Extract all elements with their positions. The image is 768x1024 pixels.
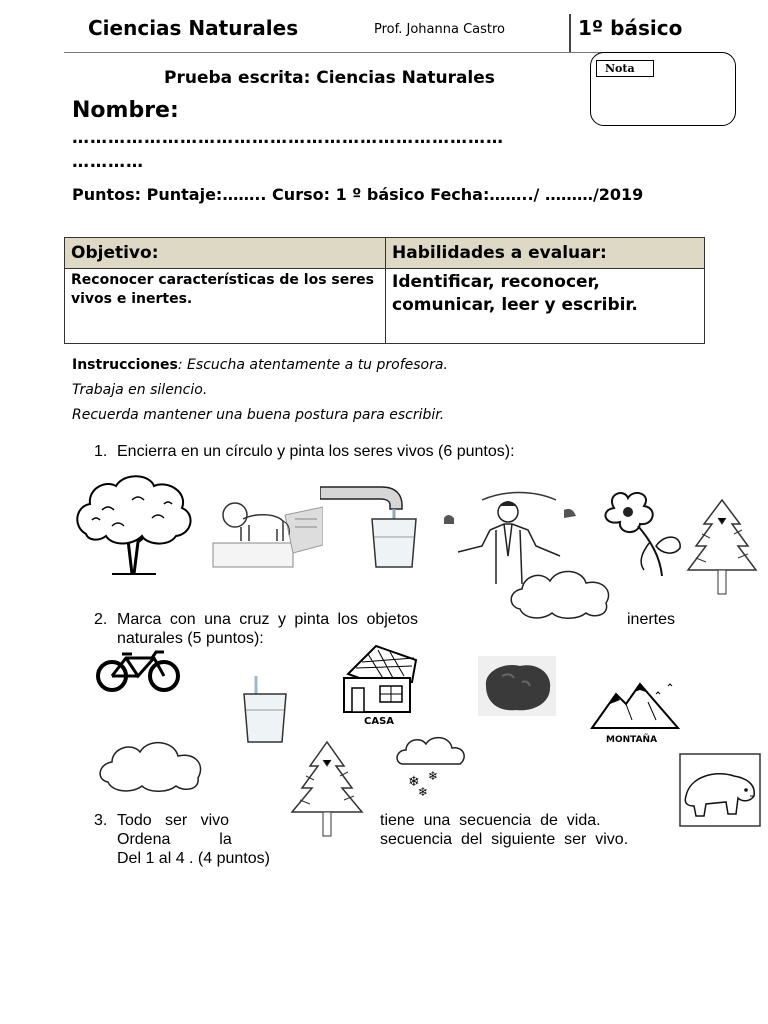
question-3-line3: Del 1 al 4 . (4 puntos) xyxy=(117,850,270,867)
question-3-line2-a: Ordena la xyxy=(117,831,232,848)
header-divider xyxy=(569,14,571,52)
cloud-icon[interactable] xyxy=(96,736,208,796)
snowflake-icon: ❄ xyxy=(408,774,420,790)
flower-icon[interactable] xyxy=(594,486,686,578)
question-3-number: 3. xyxy=(94,812,108,829)
name-label: Nombre: xyxy=(72,98,179,123)
question-2-text-a: Marca con una cruz y pinta los objetos xyxy=(117,611,419,628)
instructions-text1: : Escucha atentamente a tu profesora. xyxy=(177,357,448,373)
bear-icon[interactable] xyxy=(676,752,762,828)
question-2-text-c: naturales (5 puntos): xyxy=(117,630,264,647)
question-2-text-b: inertes xyxy=(627,611,676,628)
water-glass-icon[interactable] xyxy=(240,676,290,744)
instructions-line3: Recuerda mantener una buena postura para escribir. xyxy=(72,407,445,423)
snowflake-icon: ❄ xyxy=(418,785,429,798)
faucet-icon[interactable] xyxy=(320,483,432,571)
lion-icon[interactable] xyxy=(205,493,323,573)
instructions-label: Instrucciones xyxy=(72,357,178,373)
mountain-icon[interactable] xyxy=(590,680,682,746)
tree-icon[interactable] xyxy=(72,470,196,578)
house-label: CASA xyxy=(364,716,395,727)
objective-cell: Reconocer características de los seres vivos e inertes. xyxy=(65,269,386,344)
bicycle-icon[interactable] xyxy=(94,650,182,692)
subject-title: Ciencias Naturales xyxy=(88,16,299,40)
skills-cell: Identificar, reconocer, comunicar, leer y escribir. xyxy=(386,269,705,344)
test-title: Prueba escrita: Ciencias Naturales xyxy=(164,68,495,88)
question-2-number: 2. xyxy=(94,611,108,628)
test-info-line: Puntos: Puntaje:…….. Curso: 1 º básico Fecha:……../ ………/2019 xyxy=(72,185,644,204)
question-1-text: Encierra en un círculo y pinta los seres vivos (6 puntos): xyxy=(117,443,515,460)
grade-level: 1º básico xyxy=(578,16,683,40)
instructions-line2: Trabaja en silencio. xyxy=(72,382,208,398)
question-3-line2-b: secuencia del siguiente ser vivo. xyxy=(380,831,629,848)
question-3-line1-a: Todo ser vivo xyxy=(117,812,230,829)
instructions-line1 xyxy=(72,357,448,373)
pine-tree-icon[interactable] xyxy=(286,740,368,840)
mountain-label: MONTAÑA xyxy=(606,735,658,745)
name-field-line2: ………… xyxy=(72,152,144,172)
objectives-table xyxy=(64,237,705,344)
question-1-number: 1. xyxy=(94,443,108,460)
pine-tree-icon[interactable] xyxy=(682,498,762,598)
snowflake-icon: ❄ xyxy=(428,769,439,783)
question-3-line1-b: tiene una secuencia de vida. xyxy=(380,812,601,829)
rock-icon[interactable] xyxy=(478,656,556,716)
objective-header: Objetivo: xyxy=(65,238,386,269)
name-field-line1: ……………………………………………………………… xyxy=(72,128,504,148)
house-icon[interactable] xyxy=(338,644,422,728)
snow-cloud-icon[interactable] xyxy=(394,734,468,798)
teacher-name: Prof. Johanna Castro xyxy=(374,22,506,37)
grade-box-label: Nota xyxy=(596,60,654,77)
skills-header: Habilidades a evaluar: xyxy=(386,238,705,269)
